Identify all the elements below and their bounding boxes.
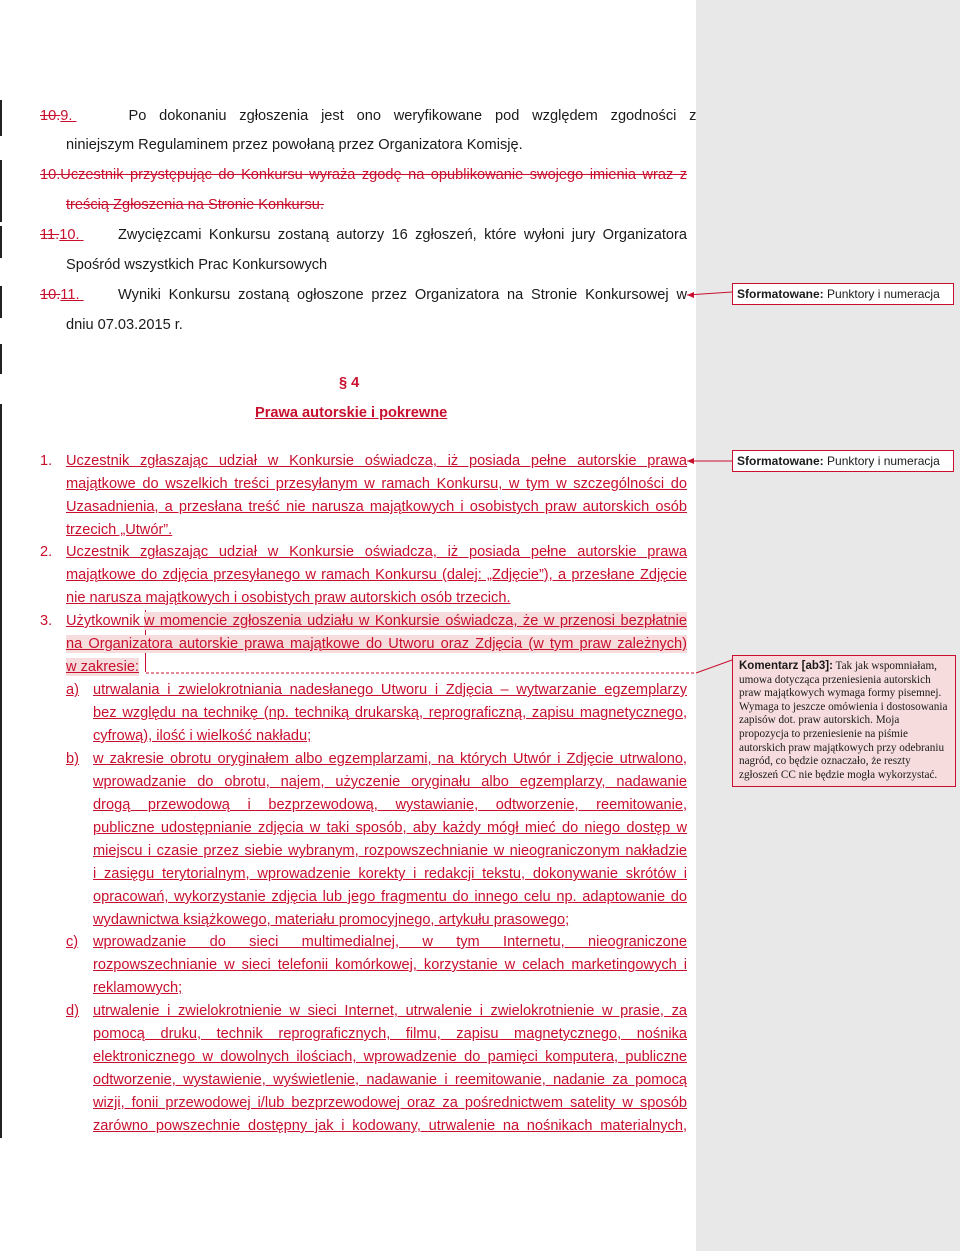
subitem-c-line: reklamowych;	[93, 980, 183, 996]
item-3-line: na Organizatora autorskie prawa majątkowe do Utworu oraz Zdjęcia (w tym praw zależnych)	[66, 636, 687, 652]
paragraph-11-line-2: dniu 07.03.2015 r.	[66, 317, 183, 333]
item-3-number: 3.	[40, 613, 53, 629]
subitem-d-line: zarówno powszechnie dostępny jak i kodowany, utrwalenie na nośnikach materialnych,	[93, 1118, 687, 1134]
item-1-number: 1.	[40, 453, 53, 469]
old-number: 11.	[40, 227, 60, 243]
subitem-d-line: odtworzenie, wystawienie, wyświetlenie, nadawanie i reemitowanie, nadanie za pomocą	[93, 1072, 687, 1088]
item-1-line: trzecich „Utwór”.	[66, 522, 173, 538]
paragraph-text: Zwycięzcami Konkursu zostaną autorzy 16 zgłoszeń, które wyłoni jury Organizatora	[118, 227, 687, 243]
item-2-number: 2.	[40, 544, 53, 560]
subitem-b-line: opracowań, wykorzystanie zdjęcia lub jego fragmentu do innego celu np. adaptowanie do	[93, 889, 687, 905]
subitem-b-line: wprowadzanie do obrotu, najem, użyczenie oryginału albo egzemplarzy, nadawanie	[93, 774, 687, 790]
item-3-line-1: Użytkownik w momencie zgłoszenia udziału w Konkursie oświadcza, że w przenosi bezpłatnie	[66, 613, 687, 629]
item-1-line: Uczestnik zgłaszając udział w Konkursie oświadcza, iż posiada pełne autorskie prawa	[66, 453, 687, 469]
paragraph-9-line-1	[40, 107, 697, 125]
comment-balloon[interactable]	[732, 655, 956, 787]
subitem-d-line: utrwalenie i zwielokrotnienie w sieci Internet, utrwalenie i zwielokrotnienie w prasie, za	[93, 1003, 687, 1019]
item-2-line: majątkowe do zdjęcia przesyłanego w ramach Konkursu (dalej: „Zdjęcie”), a przesłane Zdjęcie	[66, 567, 687, 583]
subitem-c-line: wprowadzanie do sieci multimedialnej, w tym Internetu, nieograniczone	[93, 934, 687, 950]
item-2-line: nie narusza majątkowych i osobistych praw autorskich osób trzecich.	[66, 590, 511, 606]
subitem-b-line: i zasięgu terytorialnym, wprowadzenie korekty i redakcji tekstu, dokonywanie skrótów i	[93, 866, 687, 882]
balloon-label: Sformatowane:	[737, 454, 824, 468]
section-title: Prawa autorskie i pokrewne	[255, 405, 448, 421]
comment-text: Tak jak wspomniałam, umowa dotycząca przeniesienia autorskich praw majątkowych wymaga formy pisemnej. Wymaga to jeszcze omówienia i dostosowania zapisów dot. praw autorskich. Moja propozycja to przeniesienie na piśmie autorskich praw majątkowych przy odebraniu nagród, co będzie oznaczało, że reszty zgłoszeń CC nie będzie mogła wykorzystać.	[739, 660, 948, 781]
old-number: 10.	[40, 108, 61, 124]
paragraph-9-line-2: niniejszym Regulaminem przez powołaną przez Organizatora Komisję.	[66, 137, 523, 153]
deleted-paragraph-line-1: 10.Uczestnik przystępując do Konkursu wyraża zgodę na opublikowanie swojego imienia wraz z	[40, 167, 687, 183]
balloon-text: Punktory i numeracja	[823, 287, 940, 301]
subitem-b-line: drogą przewodową i bezprzewodową, wystawianie, odtworzenie, reemitowanie,	[93, 797, 687, 813]
comment-label: Komentarz [ab3]:	[739, 660, 833, 672]
formatting-balloon[interactable]	[732, 283, 954, 305]
paragraph-text: Po dokonaniu zgłoszenia jest ono weryfikowane pod względem zgodności z	[128, 108, 697, 124]
new-number: 9.	[60, 108, 73, 124]
subitem-a-label: a)	[66, 682, 79, 698]
subitem-d-line: pomocą druku, technik reprograficznych, filmu, zapisu magnetycznego, nośnika	[93, 1026, 687, 1042]
deleted-paragraph-line-2: treścią Zgłoszenia na Stronie Konkursu.	[66, 197, 324, 213]
subitem-b-line: w zakresie obrotu oryginałem albo egzemplarzami, na których Utwór i Zdjęcie utrwalono,	[93, 751, 687, 767]
item-1-line: Uzasadnienia, a przesłana treść nie narusza majątkowych i osobistych praw autorskich osób	[66, 499, 687, 515]
subitem-b-line: wydawnictwa książkowego, materiału promocyjnego, artykułu prasowego;	[93, 912, 570, 928]
subitem-a-line: cyfrową), ilość i wielkość nakładu;	[93, 728, 312, 744]
paragraph-10-line-1	[40, 226, 687, 244]
subitem-b-label: b)	[66, 751, 79, 767]
paragraph-10-line-2: Spośród wszystkich Prac Konkursowych	[66, 257, 328, 273]
subitem-a-line: utrwalania i zwielokrotniania nadesłanego Utworu i Zdjęcia – wytwarzanie egzemplarzy	[93, 682, 687, 698]
item-3-line: w zakresie:	[66, 659, 139, 675]
subitem-b-line: publiczne udostępnianie zdjęcia w taki sposób, aby każdy mógł mieć do niego dostęp w	[93, 820, 687, 836]
item-1-line: majątkowe do wszelkich treści przesyłanym w ramach Konkursu, w tym w szczególności do	[66, 476, 687, 492]
new-number: 10.	[59, 227, 80, 243]
old-number: 10.	[40, 287, 61, 303]
subitem-c-label: c)	[66, 934, 79, 950]
paragraph-11-line-1	[40, 286, 687, 304]
subitem-d-line: elektronicznego w dowolnych ilościach, wprowadzenie do pamięci komputera, publiczne	[93, 1049, 687, 1065]
subitem-a-line: bez względu na technikę (np. techniką drukarską, reprograficzną, zapisu magnetycznego,	[93, 705, 687, 721]
subitem-d-label: d)	[66, 1003, 79, 1019]
balloon-label: Sformatowane:	[737, 287, 824, 301]
new-number: 11.	[60, 287, 80, 303]
section-number: § 4	[339, 375, 360, 391]
subitem-b-line: miejscu i czasie przez siebie wybranym, rozpowszechnianie w nieograniczonym nakładzie	[93, 843, 687, 859]
subitem-d-line: wizji, fonii przewodowej i/lub bezprzewodowej oraz za pośrednictwem satelity w sposób	[93, 1095, 687, 1111]
subitem-c-line: rozpowszechnianie w sieci telefonii komórkowej, korzystanie w celach marketingowych i	[93, 957, 687, 973]
formatting-balloon[interactable]	[732, 450, 954, 472]
balloon-text: Punktory i numeracja	[823, 454, 940, 468]
item-2-line: Uczestnik zgłaszając udział w Konkursie oświadcza, iż posiada pełne autorskie prawa	[66, 544, 687, 560]
paragraph-text: Wyniki Konkursu zostaną ogłoszone przez Organizatora na Stronie Konkursowej w	[118, 287, 687, 303]
